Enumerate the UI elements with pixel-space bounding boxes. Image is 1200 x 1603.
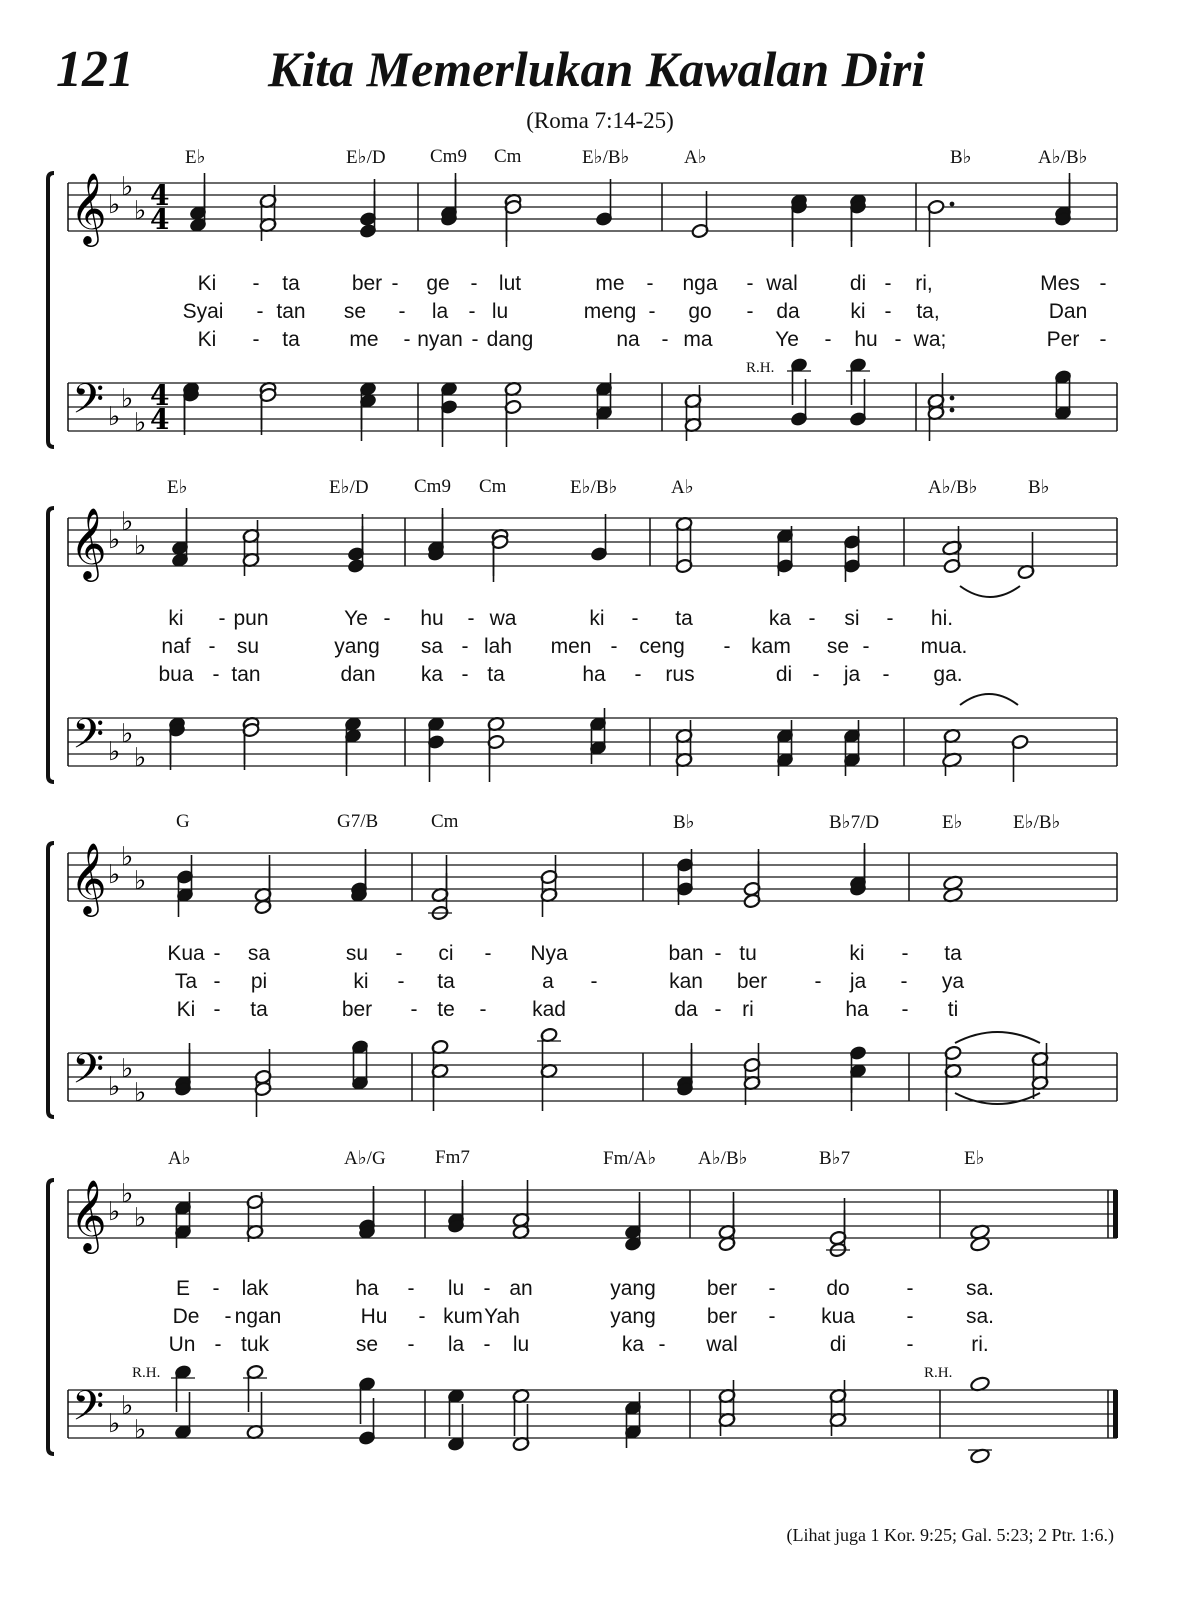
chord-symbol: A♭ [168, 1148, 191, 1169]
lyric-syllable: wal [706, 1333, 738, 1356]
lyric-hyphen: - [461, 663, 469, 686]
lyric-syllable: Per [1046, 328, 1080, 351]
lyric-syllable: E [175, 1277, 191, 1300]
lyric-hyphen: - [212, 663, 220, 686]
chord-symbol: Cm [479, 476, 507, 497]
flat-icon: ♭ [134, 196, 147, 226]
lyric-syllable: Un [168, 1333, 196, 1356]
lyric-hyphen: - [894, 328, 902, 351]
lyric-hyphen: - [398, 300, 406, 323]
lyric-syllable: yang [334, 635, 380, 658]
lyric-syllable: rus [665, 663, 695, 686]
lyric-syllable: si [844, 607, 860, 630]
lyric-hyphen: - [634, 663, 642, 686]
flat-icon: ♭ [108, 737, 121, 767]
bass-clef-icon: 𝄢 [72, 1045, 105, 1103]
lyric-hyphen: - [395, 942, 403, 965]
lyric-syllable: ki [353, 970, 369, 993]
chord-symbol: Cm9 [430, 146, 467, 167]
lyric-hyphen: - [403, 328, 411, 351]
lyric-hyphen: - [658, 1333, 666, 1356]
lyric-syllable: meng [583, 300, 637, 323]
lyric-syllable: Dan [1048, 300, 1088, 323]
lyric-syllable: da [776, 300, 800, 323]
chord-symbol: G7/B [337, 811, 379, 832]
treble-clef-icon: 𝄞 [70, 841, 107, 914]
lyric-syllable: do [826, 1277, 850, 1300]
chord-symbol: E♭/B♭ [570, 477, 618, 498]
lyric-syllable: ber [736, 970, 768, 993]
lyric-hyphen: - [383, 607, 391, 630]
lyric-syllable: se [826, 635, 850, 658]
lyric-syllable: su [345, 942, 369, 965]
lyric-syllable: Nya [530, 942, 568, 965]
lyric-syllable: naf [161, 635, 191, 658]
lyric-syllable: sa [247, 942, 271, 965]
lyric-syllable: Ye [344, 607, 368, 630]
lyric-syllable: lu [491, 300, 509, 323]
lyric-syllable: ja [843, 663, 861, 686]
lyric-syllable: se [343, 300, 367, 323]
time-signature-top: 4 [150, 379, 170, 412]
lyric-syllable: Ki [176, 998, 196, 1021]
lyric-hyphen: - [768, 1305, 776, 1328]
lyric-hyphen: - [213, 942, 221, 965]
lyric-syllable: Ki [197, 328, 217, 351]
lyric-hyphen: - [252, 328, 260, 351]
right-hand-label: R.H. [746, 360, 775, 376]
lyric-syllable: la [431, 300, 449, 323]
lyric-hyphen: - [467, 607, 475, 630]
lyric-syllable: la [447, 1333, 465, 1356]
lyric-syllable: ber [706, 1277, 738, 1300]
lyric-syllable: pun [233, 607, 269, 630]
flat-icon: ♭ [108, 402, 121, 432]
lyric-syllable: ta [944, 942, 962, 965]
bass-clef-icon: 𝄢 [72, 1382, 105, 1440]
flat-icon: ♭ [108, 860, 121, 890]
treble-clef-icon: 𝄞 [70, 506, 107, 579]
chord-symbol: E♭/B♭ [1013, 812, 1061, 833]
lyric-syllable: ta [437, 970, 455, 993]
flat-icon: ♭ [134, 1415, 147, 1445]
right-hand-label: R.H. [132, 1365, 161, 1381]
lyric-hyphen: - [814, 970, 822, 993]
lyric-syllable: tan [276, 300, 306, 323]
lyric-hyphen: - [468, 300, 476, 323]
flat-icon: ♭ [121, 172, 134, 202]
lyric-hyphen: - [407, 1277, 415, 1300]
lyric-syllable: De [172, 1305, 200, 1328]
lyric-hyphen: - [471, 328, 479, 351]
flat-icon: ♭ [134, 743, 147, 773]
lyric-hyphen: - [901, 998, 909, 1021]
lyric-hyphen: - [479, 998, 487, 1021]
lyric-hyphen: - [646, 272, 654, 295]
lyric-hyphen: - [208, 635, 216, 658]
lyric-hyphen: - [484, 942, 492, 965]
flat-icon: ♭ [108, 1197, 121, 1227]
hymn-number: 121 [56, 41, 134, 98]
lyric-syllable: Ta [174, 970, 198, 993]
lyric-syllable: ta [282, 272, 300, 295]
flat-icon: ♭ [121, 1391, 134, 1421]
lyric-syllable: Kua [167, 942, 205, 965]
lyric-syllable: ha [582, 663, 606, 686]
chord-symbol: A♭/B♭ [698, 1148, 748, 1169]
lyric-syllable: an [509, 1277, 533, 1300]
lyric-hyphen: - [723, 635, 731, 658]
lyric-syllable: men [550, 635, 592, 658]
footnote-references: (Lihat juga 1 Kor. 9:25; Gal. 5:23; 2 Ptr. 1:6.) [786, 1525, 1114, 1545]
lyric-hyphen: - [252, 272, 260, 295]
lyric-hyphen: - [714, 942, 722, 965]
lyric-syllable: kad [532, 998, 566, 1021]
lyric-hyphen: - [631, 607, 639, 630]
time-signature-bottom: 4 [150, 403, 170, 436]
flat-icon: ♭ [121, 1054, 134, 1084]
lyric-hyphen: - [470, 272, 478, 295]
lyric-syllable: ka [420, 663, 444, 686]
lyric-hyphen: - [906, 1277, 914, 1300]
lyric-hyphen: - [407, 1333, 415, 1356]
lyric-syllable: ja [849, 970, 867, 993]
lyric-hyphen: - [397, 970, 405, 993]
lyric-hyphen: - [224, 1305, 232, 1328]
lyric-hyphen: - [1099, 328, 1107, 351]
chord-symbol: B♭7 [819, 1148, 851, 1169]
lyric-syllable: ceng [639, 635, 685, 658]
lyric-syllable: ta, [916, 300, 940, 323]
chord-symbol: A♭/B♭ [1038, 147, 1088, 168]
lyric-syllable: su [236, 635, 260, 658]
lyric-hyphen: - [610, 635, 618, 658]
lyric-hyphen: - [746, 300, 754, 323]
lyric-syllable: nga [682, 272, 718, 295]
lyric-syllable: hi. [930, 607, 954, 630]
treble-clef-icon: 𝄞 [70, 1178, 107, 1251]
lyric-syllable: ta [282, 328, 300, 351]
lyric-syllable: yang [610, 1277, 656, 1300]
lyric-hyphen: - [808, 607, 816, 630]
lyric-hyphen: - [214, 1333, 222, 1356]
lyric-hyphen: - [901, 942, 909, 965]
lyric-hyphen: - [590, 970, 598, 993]
chord-symbol: E♭ [964, 1148, 985, 1169]
lyric-syllable: di [829, 1333, 847, 1356]
chord-symbol: E♭ [942, 812, 963, 833]
lyric-syllable: tan [231, 663, 261, 686]
lyric-hyphen: - [212, 1277, 220, 1300]
chord-symbol: E♭/D [329, 477, 369, 498]
chord-symbol: Fm7 [435, 1147, 470, 1168]
lyric-hyphen: - [906, 1333, 914, 1356]
lyric-hyphen: - [884, 300, 892, 323]
lyric-syllable: na [616, 328, 640, 351]
flat-icon: ♭ [134, 408, 147, 438]
lyric-hyphen: - [900, 970, 908, 993]
lyric-hyphen: - [391, 272, 399, 295]
lyric-syllable: tu [739, 942, 757, 965]
lyric-syllable: ma [683, 328, 713, 351]
flat-icon: ♭ [134, 531, 147, 561]
lyric-syllable: ber [341, 998, 373, 1021]
lyric-hyphen: - [812, 663, 820, 686]
lyric-hyphen: - [906, 1305, 914, 1328]
chord-symbol: B♭7/D [829, 812, 880, 833]
lyric-hyphen: - [483, 1333, 491, 1356]
lyric-syllable: sa. [965, 1305, 995, 1328]
lyric-syllable: hu [420, 607, 444, 630]
lyric-hyphen: - [648, 300, 656, 323]
treble-clef-icon: 𝄞 [70, 171, 107, 244]
chord-symbol: B♭ [1028, 477, 1050, 498]
lyric-hyphen: - [461, 635, 469, 658]
lyric-syllable: ngan [234, 1305, 282, 1328]
flat-icon: ♭ [121, 507, 134, 537]
lyric-syllable: Ki [197, 272, 217, 295]
chord-symbol: A♭ [671, 477, 694, 498]
lyric-hyphen: - [483, 1277, 491, 1300]
lyric-hyphen: - [746, 272, 754, 295]
lyric-syllable: ha [355, 1277, 379, 1300]
flat-icon: ♭ [108, 525, 121, 555]
lyric-syllable: da [674, 998, 698, 1021]
lyric-syllable: ber [706, 1305, 738, 1328]
flat-icon: ♭ [134, 866, 147, 896]
lyric-syllable: ki [168, 607, 184, 630]
lyric-syllable: dan [340, 663, 376, 686]
lyric-syllable: te [437, 998, 455, 1021]
lyric-syllable: Yah [484, 1305, 520, 1328]
lyric-hyphen: - [1099, 272, 1107, 295]
lyric-hyphen: - [418, 1305, 426, 1328]
chord-symbol: E♭/B♭ [582, 147, 630, 168]
lyric-syllable: Ye [775, 328, 799, 351]
time-signature-top: 4 [150, 179, 170, 212]
flat-icon: ♭ [121, 842, 134, 872]
flat-icon: ♭ [121, 719, 134, 749]
lyric-syllable: wal [766, 272, 798, 295]
chord-symbol: A♭/G [344, 1148, 386, 1169]
chord-symbol: B♭ [673, 812, 695, 833]
lyric-syllable: Syai [182, 300, 224, 323]
chord-symbol: E♭/D [346, 147, 386, 168]
lyric-syllable: me [349, 328, 379, 351]
lyric-hyphen: - [714, 998, 722, 1021]
chord-symbol: E♭ [167, 477, 188, 498]
lyric-hyphen: - [410, 998, 418, 1021]
lyric-syllable: di [849, 272, 867, 295]
lyric-syllable: ri. [971, 1333, 989, 1356]
lyric-syllable: ber [351, 272, 383, 295]
lyric-syllable: ha [845, 998, 869, 1021]
lyric-hyphen: - [218, 607, 226, 630]
lyric-syllable: a [542, 970, 554, 993]
lyric-syllable: wa; [913, 328, 947, 351]
chord-symbol: Cm [494, 146, 522, 167]
lyric-syllable: ki [850, 300, 866, 323]
lyric-syllable: se [355, 1333, 379, 1356]
lyric-hyphen: - [824, 328, 832, 351]
flat-icon: ♭ [108, 1409, 121, 1439]
lyric-syllable: sa. [965, 1277, 995, 1300]
lyric-syllable: me [595, 272, 625, 295]
lyric-syllable: lu [447, 1277, 465, 1300]
lyric-syllable: sa [420, 635, 444, 658]
lyric-syllable: mua. [920, 635, 968, 658]
lyric-syllable: ki [589, 607, 605, 630]
lyric-syllable: Hu [360, 1305, 388, 1328]
lyric-syllable: kam [751, 635, 791, 658]
lyric-syllable: ri [742, 998, 754, 1021]
lyric-syllable: ga. [933, 663, 963, 686]
bass-clef-icon: 𝄢 [72, 375, 105, 433]
flat-icon: ♭ [121, 384, 134, 414]
flat-icon: ♭ [121, 1179, 134, 1209]
lyric-syllable: ya [941, 970, 965, 993]
lyric-syllable: ge [426, 272, 450, 295]
lyric-hyphen: - [661, 328, 669, 351]
chord-symbol: Cm9 [414, 476, 451, 497]
lyric-syllable: kan [669, 970, 703, 993]
chord-symbol: G [176, 811, 190, 832]
lyric-syllable: lak [241, 1277, 269, 1300]
lyric-hyphen: - [886, 607, 894, 630]
chord-symbol: Cm [431, 811, 459, 832]
lyric-hyphen: - [884, 272, 892, 295]
lyric-syllable: dang [486, 328, 534, 351]
chord-symbol: B♭ [950, 147, 972, 168]
lyric-syllable: kum [443, 1305, 483, 1328]
lyric-syllable: ti [947, 998, 959, 1021]
flat-icon: ♭ [134, 1078, 147, 1108]
lyric-syllable: ka [768, 607, 792, 630]
lyric-syllable: pi [250, 970, 268, 993]
lyric-syllable: lu [512, 1333, 530, 1356]
chord-symbol: Fm/A♭ [603, 1148, 657, 1169]
lyric-syllable: ri, [915, 272, 933, 295]
lyric-hyphen: - [882, 663, 890, 686]
lyric-syllable: kua [821, 1305, 855, 1328]
flat-icon: ♭ [108, 1072, 121, 1102]
lyric-syllable: yang [610, 1305, 656, 1328]
time-signature-bottom: 4 [150, 203, 170, 236]
lyric-syllable: ta [250, 998, 268, 1021]
lyric-syllable: ka [621, 1333, 645, 1356]
lyric-syllable: wa [489, 607, 517, 630]
chord-symbol: A♭ [684, 147, 707, 168]
lyric-syllable: ki [849, 942, 865, 965]
lyric-syllable: nyan [417, 328, 463, 351]
lyric-syllable: go [688, 300, 712, 323]
lyric-syllable: hu [854, 328, 878, 351]
lyric-syllable: di [775, 663, 793, 686]
hymn-title: Kita Memerlukan Kawalan Diri [268, 41, 926, 97]
lyric-hyphen: - [256, 300, 264, 323]
lyric-syllable: bua [158, 663, 194, 686]
chord-symbol: A♭/B♭ [928, 477, 978, 498]
flat-icon: ♭ [134, 1203, 147, 1233]
flat-icon: ♭ [108, 190, 121, 220]
lyric-hyphen: - [213, 970, 221, 993]
right-hand-label: R.H. [924, 1365, 953, 1381]
lyric-hyphen: - [213, 998, 221, 1021]
lyric-syllable: ta [487, 663, 505, 686]
lyric-syllable: ban [668, 942, 704, 965]
lyric-syllable: Mes [1040, 272, 1080, 295]
scripture-reference: (Roma 7:14-25) [526, 108, 674, 133]
bass-clef-icon: 𝄢 [72, 710, 105, 768]
lyric-syllable: lah [483, 635, 513, 658]
lyric-hyphen: - [768, 1277, 776, 1300]
chord-symbol: E♭ [185, 147, 206, 168]
lyric-syllable: tuk [240, 1333, 270, 1356]
lyric-syllable: ta [675, 607, 693, 630]
lyric-hyphen: - [862, 635, 870, 658]
lyric-syllable: lut [498, 272, 522, 295]
lyric-syllable: ci [438, 942, 454, 965]
